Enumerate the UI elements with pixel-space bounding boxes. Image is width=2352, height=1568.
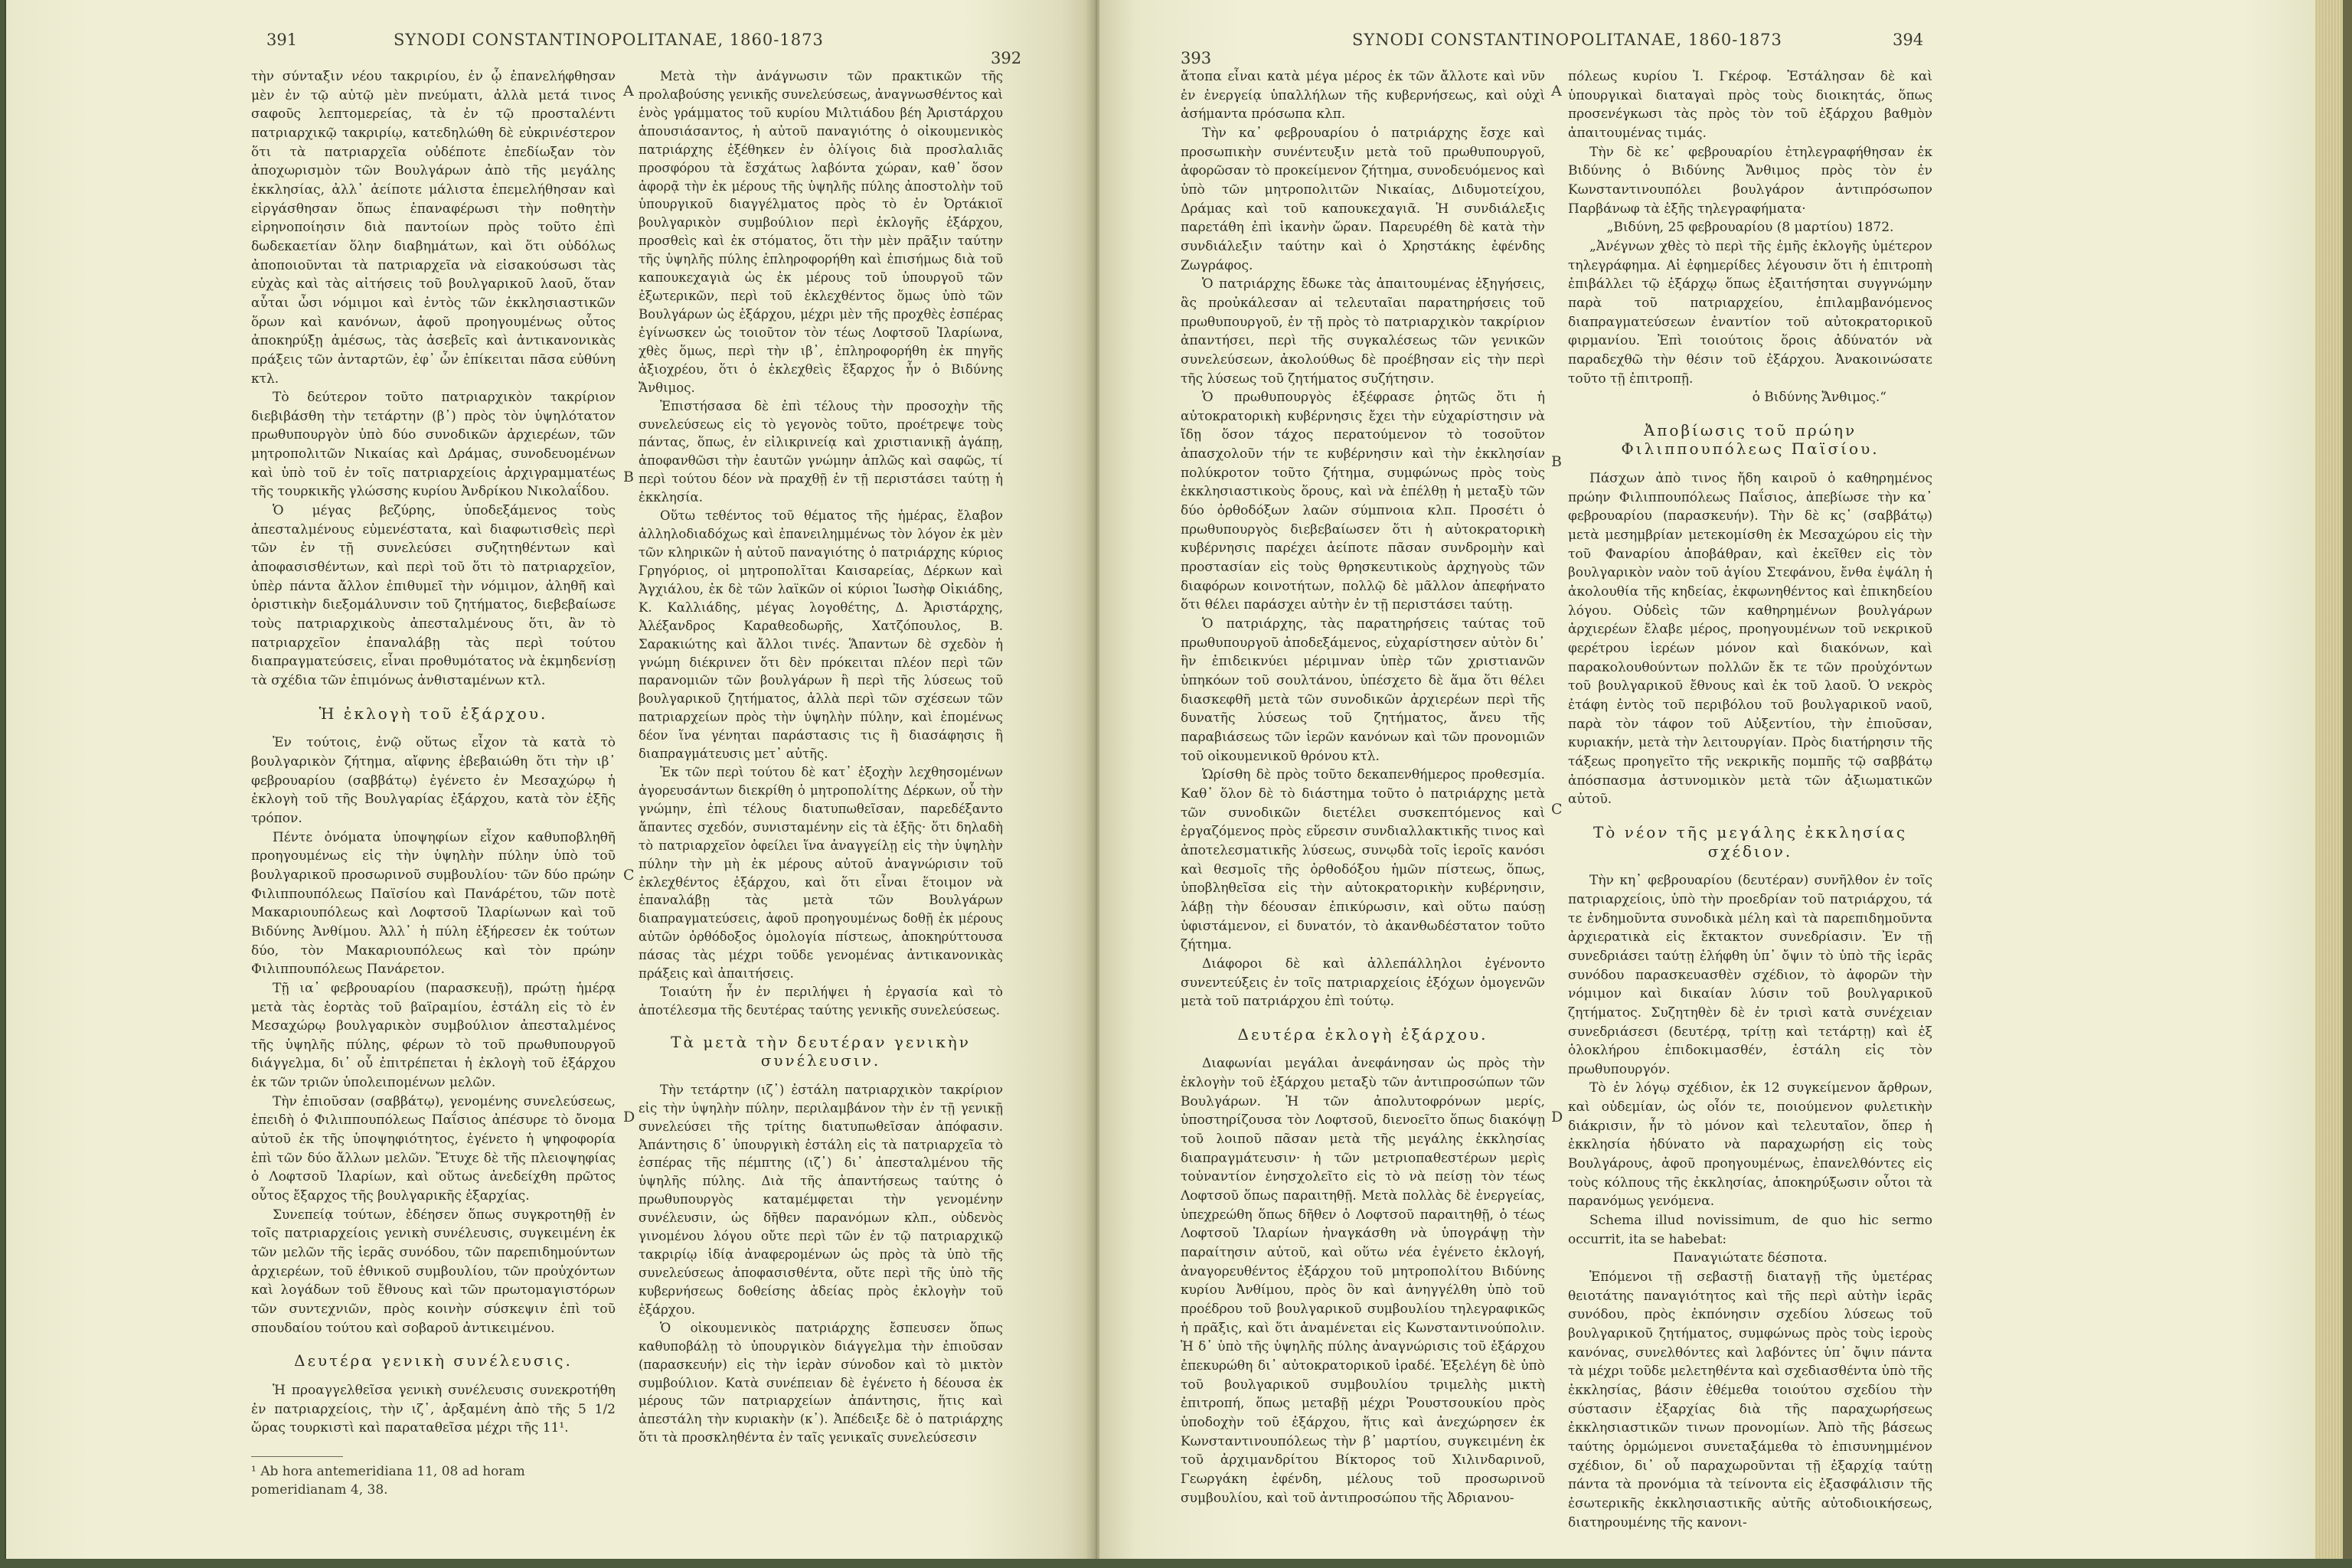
paragraph: Τῇ ια᾽ φεβρουαρίου (παρασκευῇ), πρώτῃ ἡμέρᾳ μετὰ τὰς ἑορτὰς τοῦ βαϊραμίου, ἐστάλη εἰς τὸ ἐν Μεσαχώρῳ βουλγαρικὸν συμβούλιον ἀπεσταλμένος τῆς ὑψηλῆς πύλης, φέρων τὸ τοῦ πρωθυπουργοῦ διάγγελμα, δι᾽ οὗ ἐπιτρέπεται ἡ ἐκλογὴ τοῦ ἐξάρχου ἐκ τῶν τριῶν ὑπολειπομένων μελῶν. [251, 980, 616, 1091]
paragraph: Τὴν δὲ κε᾽ φεβρουαρίου ἐτηλεγραφήθησαν ἐκ Βιδύνης ὁ Βιδύνης Ἄνθιμος πρὸς τὸν ἐν Κωνσταντινουπόλει βουλγάρον ἀντιπρόσωπον Παρβάνωφ τὰ ἑξῆς τηλεγραφήματα· [1568, 144, 1932, 217]
margin-letter-c: C [1551, 801, 1563, 818]
paragraph: Ἡ προαγγελθεῖσα γενικὴ συνέλευσις συνεκροτήθη ἐν πατριαρχείοις, τὴν ιζ᾽, ἀρξαμένη ἀπὸ τῆς 5 1/2 ὥρας τουρκιστὶ καὶ παραταθεῖσα μέχρι τῆς 11¹. [251, 1382, 616, 1436]
paragraph: Τὴν κη᾽ φεβρουαρίου (δευτέραν) συνῆλθον ἐν τοῖς πατριαρχείοις, ὑπὸ τὴν προεδρίαν τοῦ πατριάρχου, τά τε ἐνδημοῦντα συνοδικὰ μέλη καὶ τὰ παρεπιδημοῦντα ἀρχιερατικὰ εἰς ἔκτακτον συνεδρίασιν. Ἐν τῇ συνεδριάσει ταύτῃ ἐλήφθη ὑπ᾽ ὄψιν τὸ ὑπὸ τῆς ἱερᾶς συνόδου παρασκευασθὲν σχέδιον, τὸ ἀφορῶν τὴν νόμιμον καὶ δικαίαν λύσιν τοῦ βουλγαρικοῦ ζητήματος. Συζητηθὲν δὲ ἐν τρισὶ κατὰ συνέχειαν συνεδριάσεσι (δευτέρᾳ, τρίτῃ καὶ τετάρτῃ) καὶ ἐξ ὁλοκλήρου ἐπιδοκιμασθέν, ἐστάλη εἰς τὸν πρωθυπουργόν. [1568, 873, 1932, 1077]
paragraph: Ὁ οἰκουμενικὸς πατριάρχης ἔσπευσεν ὅπως καθυποβάλῃ τὸ ὑπουργικὸν διάγγελμα τὴν ἐπιοῦσαν (παρασκευήν) εἰς τὴν ἱερὰν σύνοδον καὶ τὸ μικτὸν συμβούλιον. Κατὰ συνέπειαν δὲ ἐγένετο ἡ δέουσα ἐκ μέρους τῶν πατριαρχείων ἀπάντησις, ἥτις καὶ ἀπεστάλη τὴν κυριακὴν (κ᾽). Ἀπέδειξε δὲ ὁ πατριάρχης ὅτι τὰ προσκληθέντα ἐν ταῖς γενικαῖς συνελεύσεσιν [639, 1320, 1003, 1446]
telegram-body: „Ἀνέγνων χθὲς τὸ περὶ τῆς ἐμῆς ἐκλογῆς ὑμέτερον τηλεγράφημα. Αἱ ἐφημερίδες λέγουσιν ὅτι ἡ ἐπιτροπὴ ἐπιβάλλει τῷ ἐξάρχῳ ὅπως ἐξαιτήσηται συγγνώμην παρὰ τοῦ πατριαρχείου, ἐπιλαμβανόμενος διαπραγματεύσεων ἐναντίον τοῦ αὐτοκρατορικοῦ φιρμανίου. Ἐπὶ τοιούτοις ὅροις ἀδύνατόν νὰ παραδεχθῶ τὴν θέσιν τοῦ ἐξάρχου. Ἀνακοινώσατε τοῦτο τῇ ἐπιτροπῇ. [1568, 238, 1932, 387]
paragraph: Διαφωνίαι μεγάλαι ἀνεφάνησαν ὡς πρὸς τὴν ἐκλογὴν τοῦ ἐξάρχου μεταξὺ τῶν ἀντιπροσώπων τῶν Βουλγάρων. Ἡ τῶν ἀπολυτοφρόνων μερίς, ὑποστηρίζουσα τὸν Λοφτσοῦ, διενοεῖτο ὅπως διακόψῃ τοῦ λοιποῦ πᾶσαν μετὰ τῆς μεγάλης ἐκκλησίας διαπραγμάτευσιν· ἡ τῶν μετριοπαθεστέρων μερὶς τοὐναντίον ἐνησχολεῖτο εἰς τὸ νὰ πείσῃ τὸν τέως Λοφτσοῦ ὅπως παραιτηθῇ. Μετὰ πολλὰς δὲ ἐνεργείας, ὑπεχρεώθη ὅπως δῆθεν ὁ Λοφτσοῦ παραιτηθῇ, ὁ τέως Λοφτσοῦ Ἰλαρίων ἠναγκάσθη νὰ ὑπογράψῃ τὴν παραίτησιν αὐτοῦ, καὶ οὕτω νέα ἐγένετο ἐκλογή, ἀναγορευθέντος ἐξάρχου τοῦ μητροπολίτου Βιδύνης κυρίου Ἀνθίμου, πρὸς ὃν καὶ ἀνηγγέλθη ὑπὸ τοῦ προέδρου τοῦ βουλγαρικοῦ συμβουλίου τηλεγραφικῶς ἡ πρᾶξις, καὶ ὅτι ἀναμένεται εἰς Κωνσταντινούπολιν. Ἡ δ᾽ ὑπὸ τῆς ὑψηλῆς πύλης ἀναγνώρισις τοῦ ἐξάρχου ἐπεκυρώθη δι᾽ αὐτοκρατορικοῦ ἰραδέ. Ἐξελέγη δὲ ὑπὸ τοῦ βουλγαρικοῦ συμβουλίου τριμελὴς μικτὴ ἐπιτροπή, ὅπως μεταβῇ μέχρι Ῥουστσουκίου πρὸς ὑποδοχὴν τοῦ ἐξάρχου, ἥτις καὶ ἀνεχώρησεν ἐκ Κωνσταντινουπόλεως τὴν β᾽ μαρτίου, συγκειμένη ἐκ τοῦ ἀρχιμανδρίτου Βίκτορος τοῦ Χιλινδαρινοῦ, Γεωργάκη ἐφένδη, μέλους τοῦ προσωρινοῦ συμβουλίου, καὶ τοῦ ἀντιπροσώπου τῆς Ἀδριανου- [1181, 1056, 1545, 1506]
paragraph: Τὴν κα᾽ φεβρουαρίου ὁ πατριάρχης ἔσχε καὶ προσωπικὴν συνέντευξιν μετὰ τοῦ πρωθυπουργοῦ, ἀφορῶσαν τὸ προκείμενον ζήτημα, συνοδευόμενος καὶ ὑπὸ τῶν μητροπολιτῶν Νικαίας, Διδυμοτείχου, Δράμας καὶ τοῦ καπουκεχαγιᾶ. Ἡ συνδιάλεξις παρετάθη ἐπὶ ἱκανὴν ὥραν. Παρευρέθη δὲ κατὰ τὴν συνδιάλεξιν ταύτην καὶ ὁ Χρηστάκης ἐφένδης Ζωγράφος. [1181, 125, 1545, 273]
paragraph: Ὁ μέγας βεζύρης, ὑποδεξάμενος τοὺς ἀπεσταλμένους εὐμενέστατα, καὶ διαφωτισθεὶς περὶ τῶν ἐν τῇ συνελεύσει συζητηθέντων καὶ ἀποφασισθέντων, καὶ περὶ τοῦ ὅτι τὸ πατριαρχεῖον, ὑπὲρ πάντα ἄλλον ἐπιθυμεῖ τὴν νόμιμον, ἀληθῆ καὶ ὁριστικὴν διεξομάλυνσιν τοῦ ζητήματος, διεβεβαίωσε τοὺς πατριαρχικοὺς ἀπεσταλμένους ὅτι, ἂν τὸ πατριαρχεῖον ἐπαναλάβῃ τὰς περὶ τούτου διαπραγματεύσεις, εἶναι προθυμότατος νὰ ἐκμηδενίσῃ τὰ σχέδια τῶν ἐπιμόνως ἀνθισταμένων κτλ. [251, 503, 616, 688]
paragraph: Τὴν τετάρτην (ιζ᾽) ἐστάλη πατριαρχικὸν τακρίριον εἰς τὴν ὑψηλὴν πύλην, περιλαμβάνον τὴν ἐν τῇ γενικῇ συνελεύσει τῆς τρίτης διατυπωθεῖσαν ἀπόφασιν. Ἀπάντησις δ᾽ ὑπουργικὴ ἐστάλη εἰς τὰ πατριαρχεῖα τὸ ἑσπέρας τῆς πέμπτης (ιζ᾽) δι᾽ ἀπεσταλμένου τῆς ὑψηλῆς πύλης. Διὰ τῆς ἀπαντήσεως ταύτης ὁ πρωθυπουργὸς καταμέμφεται τὴν γενομένην συνέλευσιν, ὡς δῆθεν παρανόμων κλπ., οὐδενὸς γινομένου λόγου οὔτε περὶ τῶν ἐν τῷ πατριαρχικῷ τακριρίῳ ἰδίᾳ ἀναφερομένων ὡς πρὸς τὰ ὑπὸ τῆς συνελεύσεως ἀποφασισθέντα, οὔτε περὶ τῆς ὑπὸ τῆς κυβερνήσεως δοθείσης ἀδείας πρὸς ἐκλογὴν τοῦ ἐξάρχου. [639, 1082, 1003, 1317]
left-column-1 [251, 67, 616, 1438]
margin-letter-b: B [623, 469, 634, 485]
left-page [6, 0, 1093, 1568]
paragraph: Ὡρίσθη δὲ πρὸς τοῦτο δεκαπενθήμερος προθεσμία. Καθ᾽ ὅλον δὲ τὸ διάστημα τοῦτο ὁ πατριάρχης μετὰ τῶν συνοδικῶν διετέλει συσκεπτόμενος καὶ ἐργαζόμενος πρὸς εὕρεσιν συνδιαλλακτικῆς τινος καὶ ἀποτελεσματικῆς λύσεως, συνῳδὰ τοῖς ἱεροῖς κανόσι καὶ θεσμοῖς τῆς ὀρθοδόξου ἡμῶν πίστεως, ὅπως, ὑποβληθεῖσα εἰς τὴν αὐτοκρατορικὴν κυβέρνησιν, λάβῃ τὴν δέουσαν ἐπικύρωσιν, καὶ οὕτω παύσῃ ὑφιστάμενον, εἰ δυνατόν, τὸ ἀκανθωδέστατον τοῦτο ζήτημα. [1181, 767, 1545, 953]
paragraph: Ὁ πατριάρχης, τὰς παρατηρήσεις ταύτας τοῦ πρωθυπουργοῦ ἀποδεξάμενος, εὐχαρίστησεν αὐτὸν δι᾽ ἣν ἐπιδεικνύει μέριμναν ὑπὲρ τῶν χριστιανῶν ὑπηκόων τοῦ σουλτάνου, ὑπέσχετο δὲ ἅμα ὅτι θέλει διασκεφθῆ μετὰ τῶν συνοδικῶν ἀρχιερέων περὶ τῆς δυνατῆς λύσεως τοῦ ζητήματος, ἄνευ τῆς παραβιάσεως τῶν ἱερῶν κανόνων καὶ τῶν προνομιῶν τοῦ οἰκουμενικοῦ θρόνου κτλ. [1181, 616, 1545, 764]
section-heading: Τὰ μετὰ τὴν δευτέραν γενικὴν συνέλευσιν. [671, 1032, 971, 1070]
right-column-2 [1568, 67, 1932, 1532]
margin-letter-d: D [623, 1109, 635, 1125]
section-heading: Τὸ νέον τῆς μεγάλης ἐκκλησίας σχέδιον. [1592, 822, 1908, 861]
paragraph: Πάσχων ἀπὸ τινος ἤδη καιροῦ ὁ καθηρημένος πρώην Φιλιππουπόλεως Παΐσιος, ἀπεβίωσε τὴν κα᾽ φεβρουαρίου (παρασκευήν). Τὴν δὲ κς᾽ (σαββάτῳ) μετὰ μεσημβρίαν μετεκομίσθη ἐκ Μεσαχώρου εἰς τὴν τοῦ Φαναρίου ἀποβάθραν, καὶ ἐκεῖθεν εἰς τὸν βουλγαρικὸν ναὸν τοῦ ἁγίου Στεφάνου, ἔνθα ἐψάλη ἡ ἀκολουθία τῆς κηδείας, ἐκφωνηθέντος καὶ ἐπικηδείου λόγου. Οὐδεὶς τῶν καθηρημένων βουλγάρων ἀρχιερέων ἔλαβε μέρος, προηγουμένων τοῦ νεκρικοῦ φερέτρου ἱερέων μόνον καὶ διακόνων, καὶ παρακολουθούντων πολλῶν ἔκ τε τῶν προὐχόντων τοῦ βουλγαρικοῦ ἔθνους καὶ ἐκ τοῦ λαοῦ. Ὁ νεκρὸς ἐτάφη ἐντὸς τοῦ περιβόλου τοῦ βουλγαρικοῦ ναοῦ, παρὰ τὸν τάφον τοῦ Αὐξεντίου, τὴν ἐπιοῦσαν, κυριακήν, μετὰ τὴν λειτουργίαν. Πρὸς διατήρησιν τῆς τάξεως προηγεῖτο τῆς νεκρικῆς πομπῆς τῷ σαββάτῳ ἀπόσπασμα ἀστυνομικὸν μετὰ τῶν ἀξιωματικῶν αὐτοῦ. [1568, 471, 1932, 808]
paragraph: Ἐν τούτοις, ἐνῷ οὕτως εἶχον τὰ κατὰ τὸ βουλγαρικὸν ζήτημα, αἴφνης ἐβεβαιώθη ὅτι τὴν ιβ᾽ φεβρουαρίου (σαββάτῳ) ἐγένετο ἐν Μεσαχώρῳ ἡ ἐκλογὴ τοῦ τῆς Βουλγαρίας ἐξάρχου, κατὰ τὸν ἑξῆς τρόπον. [251, 735, 616, 826]
page-number-393: 393 [1181, 49, 1212, 67]
paragraph: Ἐκ τῶν περὶ τούτου δὲ κατ᾽ ἐξοχὴν λεχθησομένων ἀγορευσάντων διεκρίθη ὁ μητροπολίτης Δέρκων, οὗ τὴν γνώμην, ἐπὶ τέλους διατυπωθεῖσαν, παρεδέξαντο ἅπαντες σχεδόν, συνισταμένην εἰς τὰ ἑξῆς· ὅτι δηλαδὴ τὸ πατριαρχεῖον ὀφείλει ἵνα ἀναγγείλῃ εἰς τὴν ὑψηλὴν πύλην τὴν μὴ ἐκ μέρους αὐτοῦ ἀναγνώρισιν τοῦ ἐκλεχθέντος ἐξάρχου, καὶ ὅτι εἶναι ἕτοιμον νὰ ἐπαναλάβῃ τὰς μετὰ τῶν Βουλγάρων διαπραγματεύσεις, ἀφοῦ προηγουμένως δοθῇ ἐκ μέρους αὐτῶν ὀρθόδοξος ὁμολογία πίστεως, ἀποκηρύττουσα πάσας τὰς μέχρι τοῦδε γενομένας ἀντικανονικὰς πράξεις καὶ ἀπαιτήσεις. [639, 765, 1003, 982]
telegram-signature: ὁ Βιδύνης Ἄνθιμος.“ [1752, 390, 1886, 406]
left-column-2 [639, 67, 1003, 1447]
footnote: ¹ Ab hora antemeridiana 11, 08 ad horam pomeridianam 4, 38. [251, 1464, 525, 1498]
section-heading: Δευτέρα ἐκλογὴ ἐξάρχου. [1237, 1024, 1488, 1044]
footnote-rule [251, 1456, 343, 1457]
paragraph: Τὸ δεύτερον τοῦτο πατριαρχικὸν τακρίριον διεβιβάσθη τὴν τετάρτην (β᾽) πρὸς τὸν ὑψηλότατον πρωθυπουργὸν ὑπὸ δύο συνοδικῶν ἀρχιερέων, τῶν μητροπολιτῶν Νικαίας καὶ Δράμας, συνοδευομένων καὶ ὑπὸ τοῦ ἐν τοῖς πατριαρχείοις ἀρχιγραμματέως τῆς τουρκικῆς γλώσσης κυρίου Ἀνδρίκου Νικολαΐδου. [251, 390, 616, 500]
paragraph: Ὁ πατριάρχης ἔδωκε τὰς ἀπαιτουμένας ἐξηγήσεις, ἃς προὐκάλεσαν αἱ τελευταῖαι παρατηρήσεις τοῦ πρωθυπουργοῦ, ἐν τῇ πρὸς τὸ πατριαρχικὸν τακρίριον ἀπαντήσει, περὶ τῆς συγκαλέσεως τῶν γενικῶν συνελεύσεων, ἀκολούθως δὲ προέβησαν εἰς τὴν περὶ τῆς λύσεως τοῦ ζητήματος συζήτησιν. [1181, 276, 1545, 387]
paragraph: Συνεπείᾳ τούτων, ἐδέησεν ὅπως συγκροτηθῇ ἐν τοῖς πατριαρχείοις γενικὴ συνέλευσις, συγκειμένη ἐκ τῶν μελῶν τῆς ἱερᾶς συνόδου, τῶν παρεπιδημούντων ἀρχιερέων, τοῦ ἐθνικοῦ συμβουλίου, τῶν προὐχόντων καὶ λογάδων τοῦ ἔθνους καὶ τῶν πρωτομαγιστόρων τῶν συντεχνιῶν, πρὸς κοινὴν σύσκεψιν ἐπὶ τοῦ σπουδαίου τούτου καὶ σοβαροῦ ἀντικειμένου. [251, 1207, 616, 1336]
paragraph: Μετὰ τὴν ἀνάγνωσιν τῶν πρακτικῶν τῆς προλαβούσης γενικῆς συνελεύσεως, ἀναγνωσθέντος καὶ ἑνὸς γράμματος τοῦ κυρίου Μιλτιάδου βέη Ἀριστάρχου ἀπουσιάσαντος, ἡ αὐτοῦ παναγιότης ὁ οἰκουμενικὸς πατριάρχης ἐξέθηκεν ἐν ὀλίγοις διὰ προσλαλιᾶς προσφόρου τὰ ἔσχάτως λαβόντα χώραν, καθ᾽ ὅσον ἀφορᾷ τὴν ἐκ μέρους τῆς ὑψηλῆς πύλης ἀποστολὴν τοῦ ὑπουργικοῦ διαγγέλματος πρὸς τὸ ἐν Ὀρτάκιοϊ βουλγαρικὸν συμβούλιον περὶ ἐκλογῆς ἐξάρχου, προσθεὶς καὶ ἐκ στόματος, ὅτι τὴν μὲν πρᾶξιν ταύτην τῆς ὑψηλῆς πύλης ἐπληροφορήθη καὶ ἐπισήμως διὰ τοῦ καπουκεχαγιὰ ὡς ἐκ μέρους τοῦ ὑπουργοῦ τῶν ἐξωτερικῶν, περὶ τοῦ ἐκλεχθέντος ὅμως ὑπὸ τῶν Βουλγάρων ὡς ἐξάρχου, μέχρι μὲν τῆς προχθὲς ἐσπέρας ἐγίνωσκεν ὡς τοιοῦτον τὸν τέως Λοφτσοῦ Ἰλαρίωνα, χθὲς ὅμως, περὶ τὴν ιβ᾽, ἐπληροφορήθη ἐκ πηγῆς ἀξιοχρέου, ὅτι ὁ ἐκλεχθεὶς ἔξαρχος ἦν ὁ Βιδύνης Ἄνθιμος. [639, 69, 1003, 395]
book-cover-edge [2343, 0, 2352, 1568]
paragraph: Ἐπιστήσασα δὲ ἐπὶ τέλους τὴν προσοχὴν τῆς συνελεύσεως εἰς τὸ γεγονὸς τοῦτο, προέτρεψε τοὺς πάντας, ὅπως, ἐν εἰλικρινείᾳ καὶ χριστιανικῇ ἀγάπῃ, ἀποφανθῶσι τὴν ἑαυτῶν γνώμην ἁπλῶς καὶ σαφῶς, τί περὶ τούτου δέον νὰ πραχθῇ ἐν τῇ περιστάσει ταύτῃ ἡ ἐκκλησία. [639, 398, 1003, 505]
latin-note: Schema illud novissimum, de quo hic sermo occurrit, ita se habebat: [1568, 1213, 1932, 1247]
paragraph: Ὁ πρωθυπουργὸς ἐξέφρασε ῥητῶς ὅτι ἡ αὐτοκρατορικὴ κυβέρνησις ἔχει τὴν εὐχαρίστησιν νὰ ἴδῃ ὅσον τάχος περατούμενον τὸ τοσοῦτον ἀπασχολοῦν τήν τε κυβέρνησιν καὶ τὴν ἐκκλησίαν πολύκροτον τοῦτο ζήτημα, συμφώνως πρὸς τοὺς ἐκκλησιαστικοὺς ὅρους, καὶ νὰ ἐπέλθῃ ἡ μεταξὺ τῶν δύο ὀρθοδόξων λαῶν σύμπνοια κλπ. Προσέτι ὁ πρωθυπουργὸς διεβεβαίωσεν ὅτι ἡ αὐτοκρατορικὴ κυβέρνησις παρέχει ἀείποτε πᾶσαν συνδρομὴν καὶ προστασίαν εἰς τοὺς θρησκευτικοὺς ἀρχηγοὺς τῶν διαφόρων κοινοτήτων, πολλῷ δὲ μᾶλλον ἀπεφήνατο ὅτι θέλει παράσχει αὐτὴν ἐν τῇ περιστάσει ταύτῃ. [1181, 390, 1545, 613]
paragraph: πόλεως κυρίου Ἰ. Γκέροφ. Ἐστάλησαν δὲ καὶ ὑπουργικαὶ διαταγαὶ πρὸς τοὺς διοικητάς, ὅπως προσενέγκωσι τὰς πρὸς τὸν τοῦ ἐξάρχου βαθμὸν ἀπαιτουμένας τιμάς. [1568, 69, 1932, 141]
margin-letter-d: D [1551, 1109, 1563, 1125]
margin-letter-a: A [623, 83, 634, 100]
page-number-394: 394 [1893, 31, 1924, 49]
paragraph: Τὸ ἐν λόγῳ σχέδιον, ἐκ 12 συγκείμενον ἄρθρων, καὶ οὐδεμίαν, ὡς οἷόν τε, ποιούμενον φυλετικὴν διάκρισιν, ἦν τὸ μόνον καὶ τελευταῖον, ὅπερ ἡ ἐκκλησία ἠδύνατο νὰ παραχωρήσῃ εἰς τοὺς Βουλγάρους, ἀφοῦ προηγουμένως, ἐπανελθόντες εἰς τοὺς κόλπους τῆς ἐκκλησίας, ἀποκηρύξωσιν οὗτοι τὰ παρανόμως γενόμενα. [1568, 1080, 1932, 1210]
left-running-head: SYNODI CONSTANTINOPOLITANAE, 1860-1873 [394, 31, 824, 49]
paragraph: Τοιαύτη ἦν ἐν περιλήψει ἡ ἐργασία καὶ τὸ ἀποτέλεσμα τῆς δευτέρας ταύτης γενικῆς συνελεύσεως. [639, 985, 1003, 1018]
section-heading: Δευτέρα γενικὴ συνέλευσις. [294, 1351, 573, 1370]
section-heading: Ἀποβίωσις τοῦ πρώην Φιλιππουπόλεως Παϊσίου. [1621, 420, 1880, 459]
right-page [1099, 0, 2315, 1568]
paragraph: Διάφοροι δὲ καὶ ἀλλεπάλληλοι ἐγένοντο συνεντεύξεις ἐν τοῖς πατριαρχείοις ἐξόχων ὁμογενῶν μετὰ τοῦ πατριάρχου ἐπὶ τούτῳ. [1181, 956, 1545, 1010]
bottom-strip [0, 1559, 2352, 1568]
page-number-391: 391 [266, 31, 298, 49]
margin-letter-a: A [1551, 83, 1562, 100]
right-running-head: SYNODI CONSTANTINOPOLITANAE, 1860-1873 [1352, 31, 1782, 49]
page-number-392: 392 [991, 49, 1022, 67]
paragraph: ἄτοπα εἶναι κατὰ μέγα μέρος ἐκ τῶν ἄλλοτε καὶ νῦν ἐν ἐνεργείᾳ ὑπαλλήλων τῆς κυβερνήσεως, καὶ οὐχὶ ἀσήμαντα πρόσωπα κλπ. [1181, 69, 1545, 122]
paragraph: Οὕτω τεθέντος τοῦ θέματος τῆς ἡμέρας, ἔλαβον ἀλληλοδιαδόχως καὶ ἐπανειλημμένως τὸν λόγον ἐκ μὲν τῶν κληρικῶν ἡ αὐτοῦ παναγιότης ὁ πατριάρχης κύριος Γρηγόριος, οἱ μητροπολῖται Καισαρείας, Δέρκων καὶ Ἀγχιάλου, ἐκ δὲ τῶν λαϊκῶν οἱ κύριοι Ἰωσὴφ Οἰκιάδης, Κ. Καλλιάδης, μέγας λογοθέτης, Δ. Ἀριστάρχης, Ἀλέξανδρος Καραθεοδωρῆς, Χατζόπουλος, Β. Σαρακιώτης καὶ ἄλλοι τινές. Ἅπαντων δὲ σχεδὸν ἡ γνώμη διέκρινεν ὅτι δὲν πρόκειται πλέον περὶ τῶν παρανομιῶν τῶν βουλγάρων ἢ περὶ τῆς λύσεως τοῦ βουλγαρικοῦ ζητήματος, ἀλλὰ περὶ τῶν σχέσεων τῶν πατριαρχείων πρὸς τὴν ὑψηλὴν πύλην, καὶ ἐπομένως δέον ἵνα γένηται παράστασις τις ἢ διασάφησις ἢ διαπραγμάτευσις μετ᾽ αὐτῆς. [639, 508, 1003, 762]
paragraph: Τὴν ἐπιοῦσαν (σαββάτῳ), γενομένης συνελεύσεως, ἐπειδὴ ὁ Φιλιππουπόλεως Παΐσιος ἀπέσυρε τὸ ὄνομα αὐτοῦ ἐκ τῆς ὑποψηφιότητος, ἐγένετο ἡ ψηφοφορία ἐπὶ τῶν δύο ἄλλων μελῶν. Ἔτυχε δὲ τῆς πλειοψηφίας ὁ Λοφτσοῦ Ἰλαρίων, καὶ οὕτως ἀνεδείχθη πρῶτος οὗτος ἔξαρχος τῆς βουλγαρικῆς ἐξαρχίας. [251, 1093, 616, 1204]
salutation: Παναγιώτατε δέσποτα. [1673, 1250, 1828, 1266]
paragraph: τὴν σύνταξιν νέου τακριρίου, ἐν ᾧ ἐπανελήφθησαν μὲν ἐν τῷ αὐτῷ μὲν πνεύματι, ἀλλὰ μετά τινος σαφοῦς λεπτομερείας, τὰ ἐν τῷ προσταλέντι πατριαρχικῷ τακριρίῳ, κατεδηλώθη δὲ εὐκρινέστερον ὅτι τὰ πατριαρχεῖα οὐδέποτε ἐπεδίωξαν τὸν ἀποχωρισμὸν τῶν Βουλγάρων ἀπὸ τῆς μεγάλης ἐκκλησίας, ἀλλ᾽ ἀείποτε μάλιστα ἐπεμελήθησαν καὶ εἰργάσθησαν ὅπως ἐπαναφέρωσι τὴν ποθητὴν εἰρηνοποίησιν διὰ παντοίων πρὸς τοῦτο ἐπὶ δωδεκαετίαν ὅλην διαβημάτων, καὶ ὅτι οὐδόλως ἀποποιοῦνται τὰ πατριαρχεῖα νὰ εἰσακούσωσι τὰς εὐχὰς καὶ τὰς αἰτήσεις τοῦ βουλγαρικοῦ λαοῦ, ὅταν αὗται ὦσι νόμιμοι καὶ ἐντὸς τῶν ἐκκλησιαστικῶν ὅρων καὶ κανόνων, ἀφοῦ προηγουμένως οὗτος ἀποκηρύξῃ ἀμέσως, τὰς ἀσεβεῖς καὶ ἀντικανονικὰς πράξεις τῶν ἀνταρτῶν, ἐφ᾽ ὧν ἐπίκειται πᾶσα εὐθύνη κτλ. [251, 69, 616, 387]
right-column-1 [1181, 67, 1545, 1508]
paragraph: Πέντε ὀνόματα ὑποψηφίων εἶχον καθυποβληθῆ προηγουμένως εἰς τὴν ὑψηλὴν πύλην ὑπὸ τοῦ βουλγαρικοῦ προσωρινοῦ συμβουλίου· τῶν δύο πρώην Φιλιππουπόλεως Παϊσίου καὶ Πανάρέτου, τῶν ποτὲ Μακαριουπόλεως καὶ Λοφτσοῦ Ἰλαρίωνων καὶ τοῦ Βιδύνης Ἀνθίμου. Ἀλλ᾽ ἡ πύλη ἐξήρεσεν ἐκ τούτων δύο, τὸν Μακαριουπόλεως καὶ τὸν πρώην Φιλιππουπόλεως Πανάρετον. [251, 829, 616, 978]
telegram-date: „Βιδύνη, 25 φεβρουαρίου (8 μαρτίου) 1872. [1606, 220, 1894, 236]
section-heading: Ἡ ἐκλογὴ τοῦ ἐξάρχου. [318, 704, 548, 723]
paragraph: Ἑπόμενοι τῇ σεβαστῇ διαταγῇ τῆς ὑμετέρας θειοτάτης παναγιότητος καὶ τῆς περὶ αὐτὴν ἱερᾶς συνόδου, πρὸς ἐκπόνησιν σχεδίου λύσεως τοῦ βουλγαρικοῦ ζητήματος, συμφώνως πρὸς τοὺς ἱεροὺς κανόνας, συνελθόντες καὶ λαβόντες ὑπ᾽ ὄψιν πάντα τὰ μέχρι τοῦδε μελετηθέντα καὶ σχεδιασθέντα ὑπὸ τῆς ἐκκλησίας, βάσιν ἐθέμεθα τοιούτου σχεδίου τὴν σύστασιν ἐξαρχίας διὰ τῆς παραχωρήσεως ἐκκλησιαστικῶν τινων προνομίων. Ἀπὸ τῆς βάσεως ταύτης ὁρμώμενοι συνεταξάμεθα τὸ ἐπισυνημμένον σχέδιον, δι᾽ οὗ παραχωροῦνται τῇ ἐξαρχίᾳ ταύτῃ πάντα τὰ προνόμια τὰ τείνοντα εἰς ἐξασφάλισιν τῆς ἐσωτερικῆς ἐκκλησιαστικῆς αὐτῆς αὐτοδιοικήσεως, διατηρουμένης τῆς κανονι- [1568, 1269, 1932, 1530]
margin-letter-c: C [623, 867, 635, 884]
margin-letter-b: B [1551, 453, 1562, 470]
